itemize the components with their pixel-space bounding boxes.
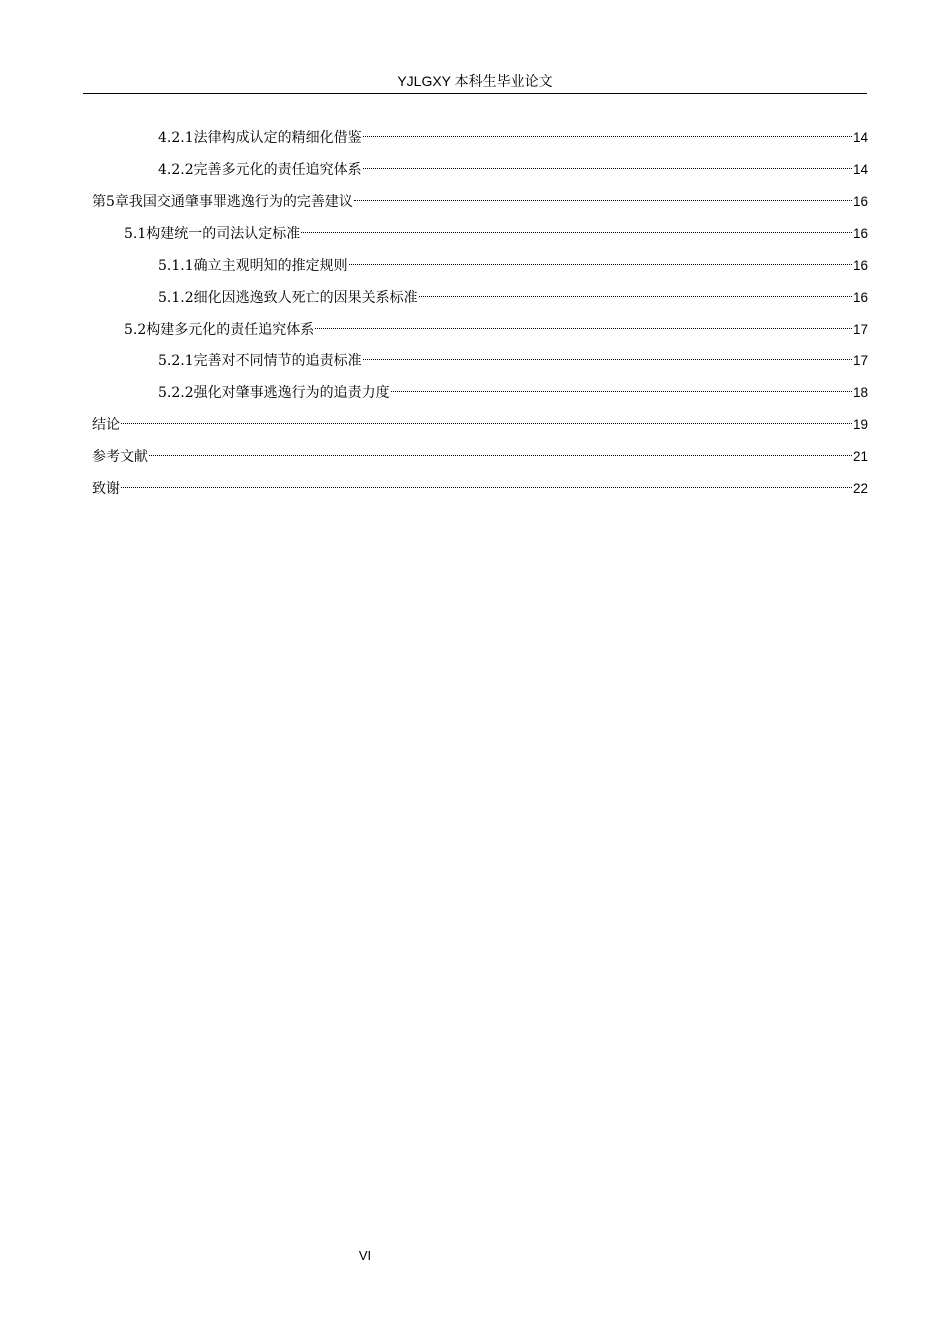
toc-entry-title: 4.2.1法律构成认定的精细化借鉴 xyxy=(158,130,362,146)
toc-entry[interactable] xyxy=(124,310,868,338)
footer-page-number: VI xyxy=(358,1248,372,1263)
toc-entry-page: 18 xyxy=(852,385,868,400)
toc-entry-title: 结论 xyxy=(92,417,120,433)
toc-entry-page: 14 xyxy=(852,130,868,145)
toc-entry[interactable] xyxy=(158,341,868,369)
toc-entry-page: 16 xyxy=(852,258,868,273)
toc-entry-page: 16 xyxy=(852,194,868,209)
toc-leader-dots xyxy=(363,341,852,365)
toc-entry-page: 17 xyxy=(852,322,868,337)
toc-entry-title: 4.2.2完善多元化的责任追究体系 xyxy=(158,162,362,178)
toc-entry[interactable] xyxy=(92,469,868,497)
toc-leader-dots xyxy=(301,214,852,238)
toc-entry-title: 5.2.2强化对肇事逃逸行为的追责力度 xyxy=(158,385,390,401)
toc-leader-dots xyxy=(121,405,852,429)
toc-entry-title: 第5章我国交通肇事罪逃逸行为的完善建议 xyxy=(92,194,353,210)
toc-leader-dots xyxy=(149,437,852,461)
toc-entry[interactable] xyxy=(158,150,868,178)
toc-entry-title: 参考文献 xyxy=(92,449,148,465)
toc-leader-dots xyxy=(349,246,852,270)
toc-entry-page: 14 xyxy=(852,162,868,177)
toc-entry[interactable] xyxy=(158,278,868,306)
toc-entry-page: 16 xyxy=(852,226,868,241)
toc-entry-title: 致谢 xyxy=(92,481,120,497)
toc-entry[interactable] xyxy=(92,182,868,210)
toc-entry[interactable] xyxy=(158,246,868,274)
toc-entry-page: 22 xyxy=(852,481,868,496)
toc-leader-dots xyxy=(363,150,852,174)
toc-entry[interactable] xyxy=(124,214,868,242)
header-divider xyxy=(83,93,867,94)
toc-entry-title: 5.1.2细化因逃逸致人死亡的因果关系标准 xyxy=(158,290,418,306)
toc-leader-dots xyxy=(315,310,852,334)
toc-entry-page: 19 xyxy=(852,417,868,432)
toc-entry[interactable] xyxy=(158,118,868,146)
page-header-title: YJLGXY 本科生毕业论文 xyxy=(397,73,553,89)
toc-entry-title: 5.1.1确立主观明知的推定规则 xyxy=(158,258,348,274)
toc-entry[interactable] xyxy=(92,437,868,465)
toc-leader-dots xyxy=(391,373,852,397)
toc-entry-title: 5.1构建统一的司法认定标准 xyxy=(124,226,301,242)
toc-leader-dots xyxy=(363,118,852,142)
toc-entry-page: 16 xyxy=(852,290,868,305)
toc-entry-title: 5.2构建多元化的责任追究体系 xyxy=(124,322,315,338)
toc-leader-dots xyxy=(354,182,852,206)
toc-leader-dots xyxy=(419,278,852,302)
toc-entry-page: 21 xyxy=(852,449,868,464)
toc-entry-title: 5.2.1完善对不同情节的追责标准 xyxy=(158,353,362,369)
toc-entry-page: 17 xyxy=(852,353,868,368)
toc-leader-dots xyxy=(121,469,852,493)
toc-entry[interactable] xyxy=(158,373,868,401)
toc-entry[interactable] xyxy=(92,405,868,433)
